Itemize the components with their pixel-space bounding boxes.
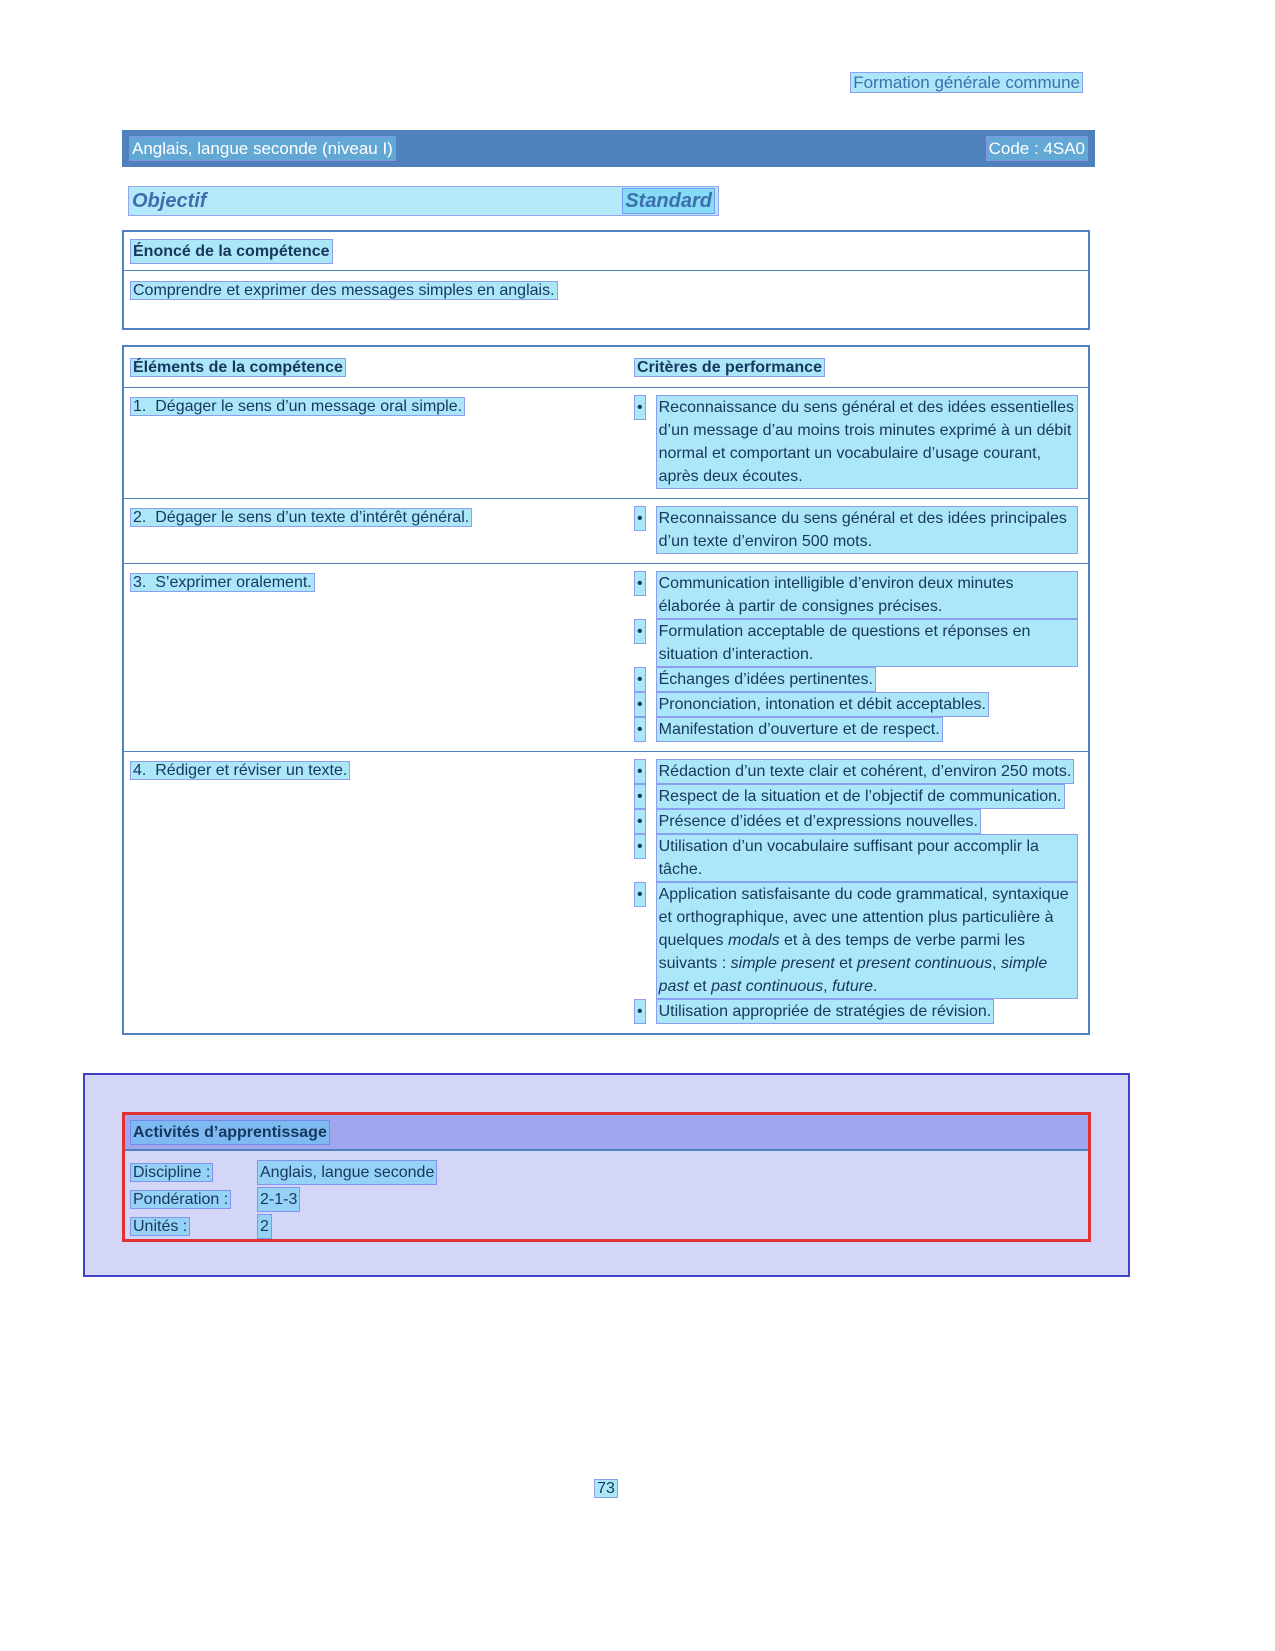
- criterion-segment: ,: [992, 955, 1002, 972]
- criterion-text: [656, 395, 1078, 489]
- page-number-text: 73: [594, 1479, 618, 1498]
- criterion-segment: et: [834, 955, 857, 972]
- criterion-item: [634, 717, 1078, 742]
- course-code: Code : 4SA0: [986, 136, 1088, 161]
- criterion-text: [656, 759, 1075, 784]
- criterion-item: [634, 834, 1078, 882]
- title-bar: [122, 130, 1095, 167]
- bullet-icon: •: [634, 395, 646, 420]
- element-text: 3. S’exprimer oralement.: [130, 573, 315, 592]
- criterion-text: [656, 882, 1078, 999]
- criterion-segment: ,: [823, 978, 833, 995]
- criterion-text: [656, 667, 876, 692]
- criterion-item: [634, 692, 1078, 717]
- activity-label-cell: [130, 1161, 257, 1184]
- criterion-text: [656, 809, 981, 834]
- criterion-item: [634, 809, 1078, 834]
- bullet-icon: •: [634, 759, 646, 784]
- elements-column-header-cell: [124, 356, 614, 379]
- element-cell: [124, 571, 614, 742]
- competence-row: [124, 388, 1088, 499]
- criterion-text: [656, 506, 1078, 554]
- criteres-column-header: Critères de performance: [634, 358, 825, 377]
- bullet-icon: •: [634, 667, 646, 692]
- criteria-cell: [614, 506, 1088, 554]
- enonce-body-wrap: [130, 279, 590, 302]
- annotation-overlay: [83, 1073, 1130, 1277]
- criterion-text: [656, 717, 943, 742]
- bullet-icon: •: [634, 692, 646, 717]
- criterion-italic-term: simple present: [730, 955, 835, 972]
- criterion-segment: Application satisfaisante du code grammatical, syntaxique et orthographique, avec une attention plus particulière à quelques: [658, 886, 1069, 949]
- element-cell: [124, 506, 614, 554]
- criterion-text: [656, 571, 1078, 619]
- competence-row: [124, 752, 1088, 1033]
- document-category: [122, 71, 1083, 94]
- criterion-text: [656, 692, 989, 717]
- criterion-segment: Utilisation d’un vocabulaire suffisant pour accomplir la tâche.: [658, 838, 1039, 878]
- activity-row: [130, 1186, 1083, 1213]
- element-text: 1. Dégager le sens d’un message oral simple.: [130, 397, 465, 416]
- bullet-icon: •: [634, 506, 646, 531]
- bullet-icon: •: [634, 784, 646, 809]
- criterion-item: [634, 395, 1078, 489]
- criterion-segment: Prononciation, intonation et débit acceptables.: [658, 696, 986, 713]
- competence-rows: [124, 388, 1088, 1033]
- activity-value: 2-1-3: [257, 1187, 300, 1212]
- criterion-item: [634, 667, 1078, 692]
- activity-label-cell: [130, 1188, 257, 1211]
- activity-label-cell: [130, 1215, 257, 1238]
- bullet-icon: •: [634, 571, 646, 596]
- criterion-segment: Utilisation appropriée de stratégies de révision.: [658, 1003, 992, 1020]
- criterion-item: [634, 784, 1078, 809]
- enonce-table: [122, 230, 1090, 330]
- criterion-item: [634, 882, 1078, 999]
- criteres-column-header-cell: [614, 356, 1088, 379]
- objectif-heading: Objectif: [132, 190, 207, 212]
- standard-heading: Standard: [622, 188, 715, 214]
- criterion-italic-term: modals: [728, 932, 780, 949]
- criterion-segment: Respect de la situation et de l’objectif de communication.: [658, 788, 1062, 805]
- enonce-header-text: Énoncé de la compétence: [130, 239, 333, 264]
- elements-column-header: Éléments de la compétence: [130, 358, 346, 377]
- activities-header-text: Activités d’apprentissage: [130, 1120, 330, 1145]
- activities-rows: [125, 1151, 1088, 1244]
- element-cell: [124, 395, 614, 489]
- criterion-segment: Reconnaissance du sens général et des idées principales d’un texte d’environ 500 mots.: [658, 510, 1067, 550]
- element-text: 4. Rédiger et réviser un texte.: [130, 761, 350, 780]
- competence-row: [124, 564, 1088, 752]
- bullet-icon: •: [634, 999, 646, 1024]
- criterion-item: [634, 571, 1078, 619]
- activity-label: Pondération :: [130, 1190, 231, 1209]
- criterion-item: [634, 999, 1078, 1024]
- criterion-segment: Formulation acceptable de questions et réponses en situation d’interaction.: [658, 623, 1031, 663]
- activity-value: 2: [257, 1214, 272, 1239]
- bullet-icon: •: [634, 882, 646, 907]
- section-headings: [128, 186, 719, 216]
- criterion-item: [634, 759, 1078, 784]
- criterion-italic-term: future: [832, 978, 873, 995]
- criterion-segment: et à des temps de verbe parmi les suivants :: [658, 932, 1026, 972]
- enonce-body: [124, 271, 1088, 310]
- criterion-segment: et: [688, 978, 712, 995]
- competence-row: [124, 499, 1088, 564]
- document-category-text: Formation générale commune: [850, 72, 1083, 93]
- criterion-italic-term: simple past: [658, 955, 1048, 995]
- criterion-segment: Manifestation d’ouverture et de respect.: [658, 721, 940, 738]
- criterion-item: [634, 506, 1078, 554]
- activity-row: [130, 1213, 1083, 1240]
- criterion-italic-term: present continuous: [856, 955, 993, 972]
- enonce-body-text: Comprendre et exprimer des messages simples en anglais.: [130, 281, 558, 300]
- criterion-segment: Rédaction d’un texte clair et cohérent, d’environ 250 mots.: [658, 763, 1072, 780]
- criteria-cell: [614, 395, 1088, 489]
- element-cell: [124, 759, 614, 1024]
- page-number: [122, 1477, 1090, 1500]
- criterion-text: [656, 784, 1065, 809]
- criterion-segment: Présence d’idées et d’expressions nouvelles.: [658, 813, 978, 830]
- criterion-segment: .: [872, 978, 878, 995]
- criterion-segment: Échanges d’idées pertinentes.: [658, 671, 873, 688]
- bullet-icon: •: [634, 717, 646, 742]
- enonce-header: [124, 232, 1088, 271]
- criterion-segment: Reconnaissance du sens général et des idées essentielles d’un message d’au moins trois minutes exprimé à un débit normal et comportant un vocabulaire d’usage courant, après deux écoutes.: [658, 399, 1074, 485]
- criteria-cell: [614, 759, 1088, 1024]
- criterion-text: [656, 999, 995, 1024]
- activity-value: Anglais, langue seconde: [257, 1160, 437, 1185]
- activity-row: [130, 1159, 1083, 1186]
- bullet-icon: •: [634, 619, 646, 644]
- criterion-text: [656, 619, 1078, 667]
- bullet-icon: •: [634, 834, 646, 859]
- activity-label: Discipline :: [130, 1163, 213, 1182]
- criteria-cell: [614, 571, 1088, 742]
- activity-label: Unités :: [130, 1217, 190, 1236]
- headings-highlight-band: [128, 186, 719, 216]
- criterion-item: [634, 619, 1078, 667]
- activities-box: [122, 1112, 1091, 1242]
- criterion-italic-term: past continuous: [711, 978, 824, 995]
- bullet-icon: •: [634, 809, 646, 834]
- competence-table: [122, 345, 1090, 1035]
- criterion-segment: Communication intelligible d’environ deux minutes élaborée à partir de consignes précises.: [658, 575, 1014, 615]
- competence-table-header: [124, 347, 1088, 388]
- element-text: 2. Dégager le sens d’un texte d’intérêt général.: [130, 508, 472, 527]
- criterion-text: [656, 834, 1078, 882]
- activities-header: [125, 1115, 1088, 1151]
- course-title: Anglais, langue seconde (niveau I): [129, 136, 396, 161]
